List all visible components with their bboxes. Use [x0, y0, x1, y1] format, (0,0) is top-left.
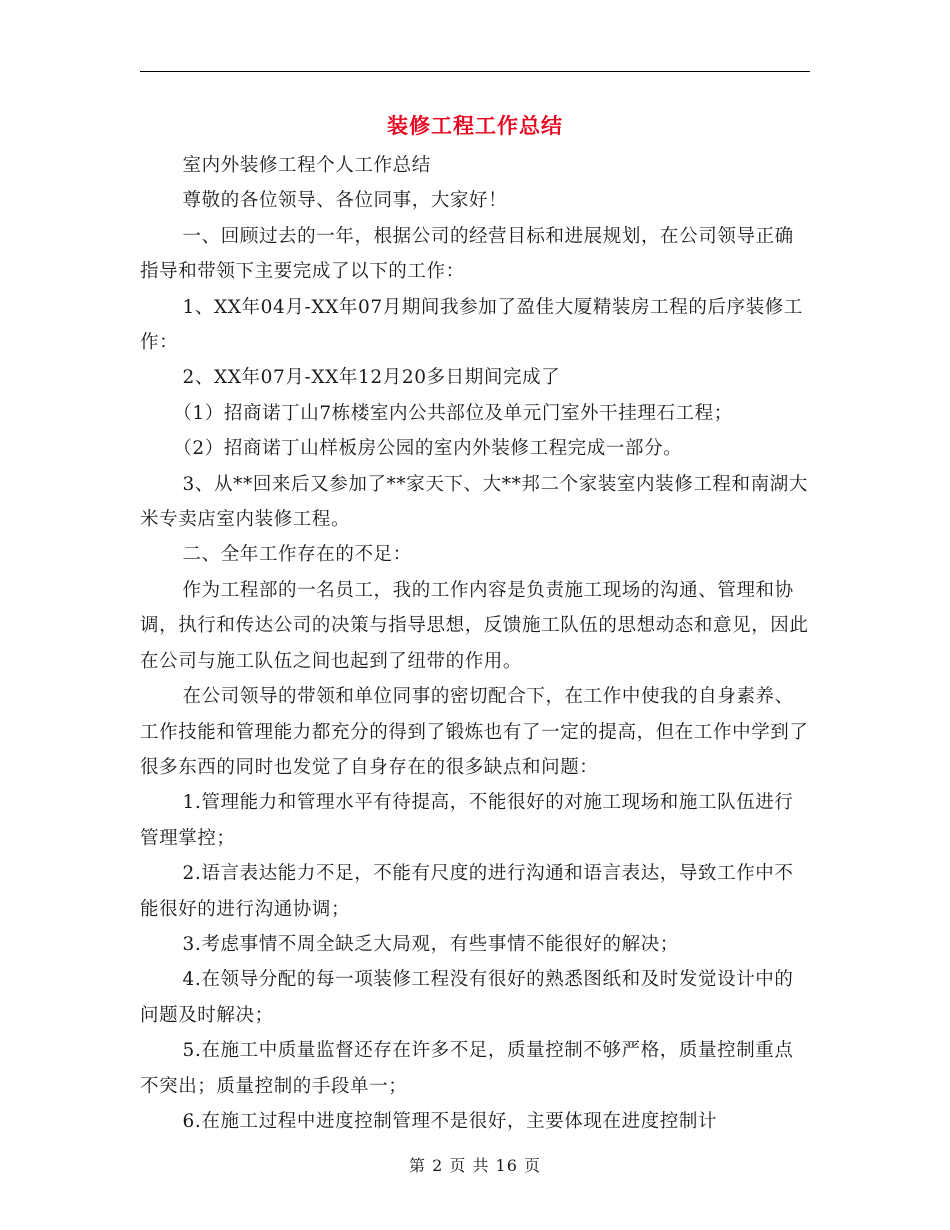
- paragraph-subitem: （1）招商诺丁山7栋楼室内公共部位及单元门室外干挂理石工程；: [173, 402, 733, 424]
- paragraph-item: 1、XX年04月-XX年07月期间我参加了盈佳大厦精装房工程的后序装修工作：: [140, 296, 803, 354]
- paragraph-list-item: 3.考虑事情不周全缺乏大局观，有些事情不能很好的解决；: [182, 933, 679, 955]
- document-body: [140, 148, 812, 1139]
- paragraph-list-item: 2.语言表达能力不足，不能有尺度的进行沟通和语言表达，导致工作中不能很好的进行沟通协调；: [140, 863, 794, 920]
- paragraph-section-two: 二、全年工作存在的不足：: [182, 544, 412, 566]
- paragraph-body: 在公司领导的带领和单位同事的密切配合下，在工作中使我的自身素养、工作技能和管理能力都充分的得到了锻炼也有了一定的提高，但在工作中学到了很多东西的同时也发觉了自身存在的很多缺点和问题：: [140, 686, 809, 778]
- paragraph-subitem: （2）招商诺丁山样板房公园的室内外装修工程完成一部分。: [173, 438, 683, 460]
- paragraph-section-one: 一、回顾过去的一年，根据公司的经营目标和进展规划，在公司领导正确指导和带领下主要完成了以下的工作：: [140, 225, 794, 283]
- document-title: 装修工程工作总结: [387, 113, 563, 138]
- paragraph-list-item: 1.管理能力和管理水平有待提高，不能很好的对施工现场和施工队伍进行管理掌控；: [140, 792, 794, 849]
- paragraph-greeting: 尊敬的各位领导、各位同事，大家好！: [182, 190, 508, 212]
- paragraph-item: 3、从**回来后又参加了**家天下、大**邦二个家装室内装修工程和南湖大米专卖店室内装修工程。: [140, 473, 808, 531]
- paragraph-item: 2、XX年07月-XX年12月20多日期间完成了: [182, 367, 561, 389]
- paragraph-list-item: 5.在施工中质量监督还存在许多不足，质量控制不够严格，质量控制重点不突出；质量控制的手段单一；: [140, 1040, 794, 1097]
- header-rule: [140, 71, 810, 72]
- paragraph-list-item: 4.在领导分配的每一项装修工程没有很好的熟悉图纸和及时发觉设计中的问题及时解决；: [140, 969, 794, 1026]
- page-number-footer: 第 2 页 共 16 页: [409, 1156, 541, 1175]
- paragraph-list-item: 6.在施工过程中进度控制管理不是很好，主要体现在进度控制计: [182, 1110, 718, 1132]
- paragraph-body: 作为工程部的一名员工，我的工作内容是负责施工现场的沟通、管理和协调，执行和传达公司的决策与指导思想，反馈施工队伍的思想动态和意见，因此在公司与施工队伍之间也起到了纽带的作用。: [140, 579, 809, 672]
- paragraph-subtitle: 室内外装修工程个人工作总结: [182, 155, 431, 176]
